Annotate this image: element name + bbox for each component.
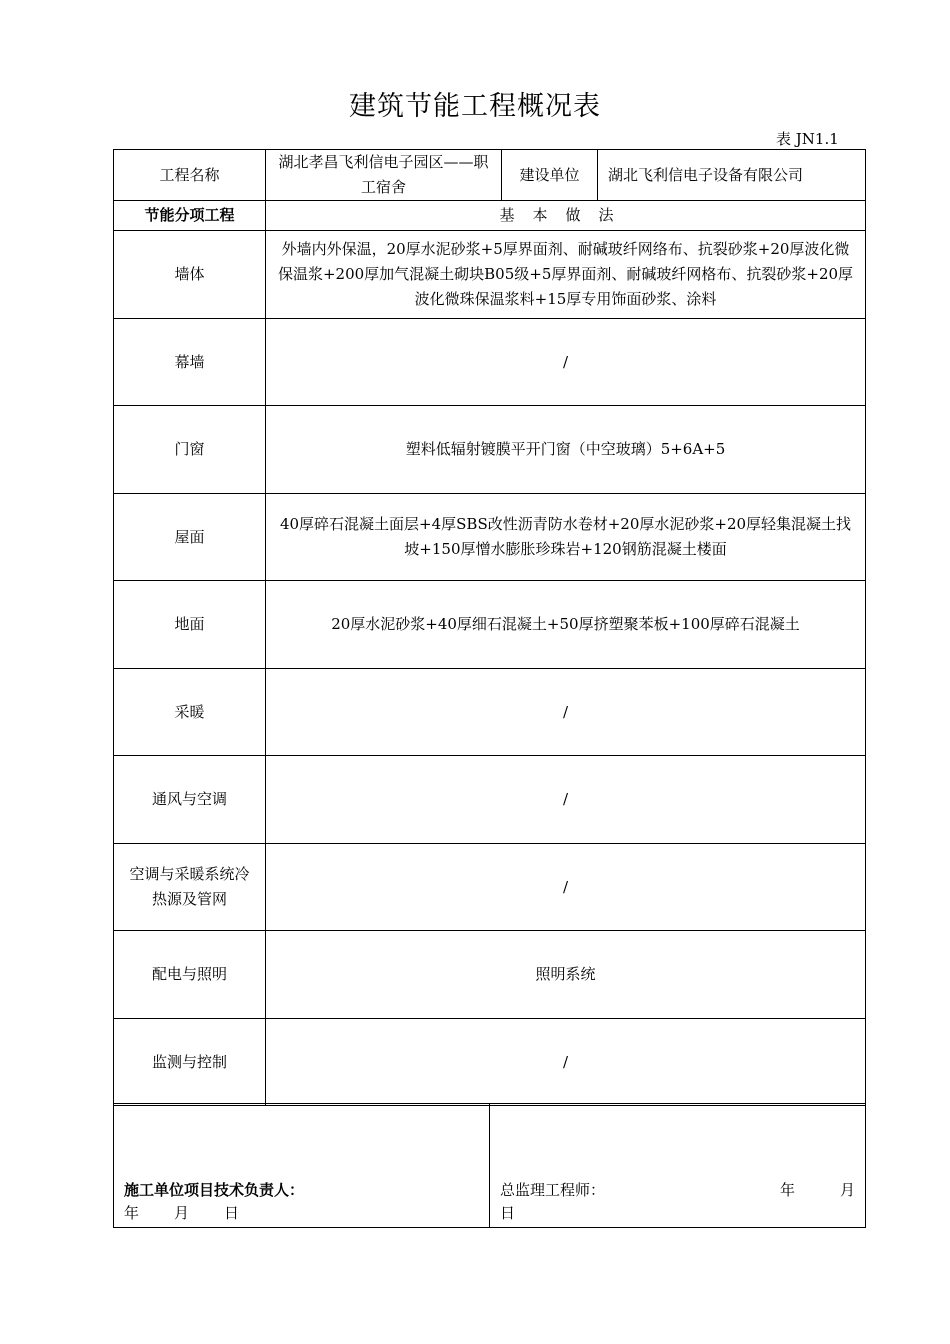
contractor-date-month: 月 — [174, 1204, 190, 1222]
header-row — [114, 150, 866, 201]
table-row — [114, 669, 866, 756]
row-label: 采暖 — [114, 669, 266, 756]
overview-table — [113, 149, 866, 1106]
builder-label: 建设单位 — [502, 150, 598, 201]
contractor-date-day: 日 — [224, 1204, 240, 1222]
row-label: 屋面 — [114, 494, 266, 581]
supervisor-line — [500, 1179, 855, 1202]
row-label: 地面 — [114, 581, 266, 669]
row-label: 门窗 — [114, 406, 266, 494]
table-row — [114, 931, 866, 1019]
row-value: / — [266, 756, 866, 844]
page-title: 建筑节能工程概况表 — [349, 91, 601, 122]
project-name-label: 工程名称 — [114, 150, 266, 201]
table-row — [114, 319, 866, 406]
row-value: / — [266, 1019, 866, 1106]
contractor-signature-cell — [114, 1104, 490, 1228]
contractor-date-year: 年 — [124, 1204, 140, 1222]
row-value: / — [266, 669, 866, 756]
supervisor-date-day: 日 — [500, 1204, 516, 1222]
builder-value: 湖北飞利信电子设备有限公司 — [598, 150, 866, 201]
form-number: 表 JN1.1 — [776, 130, 839, 148]
row-label: 空调与采暖系统冷热源及管网 — [114, 844, 266, 931]
row-label: 幕墙 — [114, 319, 266, 406]
table-row — [114, 581, 866, 669]
table-row — [114, 1019, 866, 1106]
project-name-value: 湖北孝昌飞利信电子园区——职工宿舍 — [266, 150, 502, 201]
signature-table — [113, 1103, 866, 1228]
row-label: 监测与控制 — [114, 1019, 266, 1106]
table-row — [114, 494, 866, 581]
table-row — [114, 756, 866, 844]
row-value: / — [266, 844, 866, 931]
table-row — [114, 844, 866, 931]
row-label: 通风与空调 — [114, 756, 266, 844]
contractor-label: 施工单位项目技术负责人： — [124, 1181, 305, 1199]
sub-project-header: 节能分项工程 — [114, 201, 266, 231]
supervisor-signature-cell — [490, 1104, 866, 1228]
supervisor-date-month: 月 — [840, 1181, 856, 1199]
row-value: 40厚碎石混凝土面层+4厚SBS改性沥青防水卷材+20厚水泥砂浆+20厚轻集混凝土找坡+150厚憎水膨胀珍珠岩+120钢筋混凝土楼面 — [266, 494, 866, 581]
table-row — [114, 231, 866, 319]
row-value: 塑料低辐射镀膜平开门窗（中空玻璃）5+6A+5 — [266, 406, 866, 494]
row-value: / — [266, 319, 866, 406]
column-header-row — [114, 201, 866, 231]
row-value: 外墙内外保温，20厚水泥砂浆+5厚界面剂、耐碱玻纤网络布、抗裂砂浆+20厚波化微保温浆+200厚加气混凝土砌块B05级+5厚界面剂、耐碱玻纤网格布、抗裂砂浆+20厚波化微珠保温浆料+15厚专用饰面砂浆、涂料 — [266, 231, 866, 319]
contractor-date — [124, 1202, 479, 1225]
supervisor-date-year: 年 — [780, 1181, 796, 1199]
method-header-text: 基本做法 — [499, 206, 632, 224]
table-row — [114, 406, 866, 494]
row-value: 20厚水泥砂浆+40厚细石混凝土+50厚挤塑聚苯板+100厚碎石混凝土 — [266, 581, 866, 669]
row-label: 墙体 — [114, 231, 266, 319]
row-label: 配电与照明 — [114, 931, 266, 1019]
row-value: 照明系统 — [266, 931, 866, 1019]
method-header — [266, 201, 866, 231]
supervisor-label: 总监理工程师： — [500, 1181, 606, 1199]
